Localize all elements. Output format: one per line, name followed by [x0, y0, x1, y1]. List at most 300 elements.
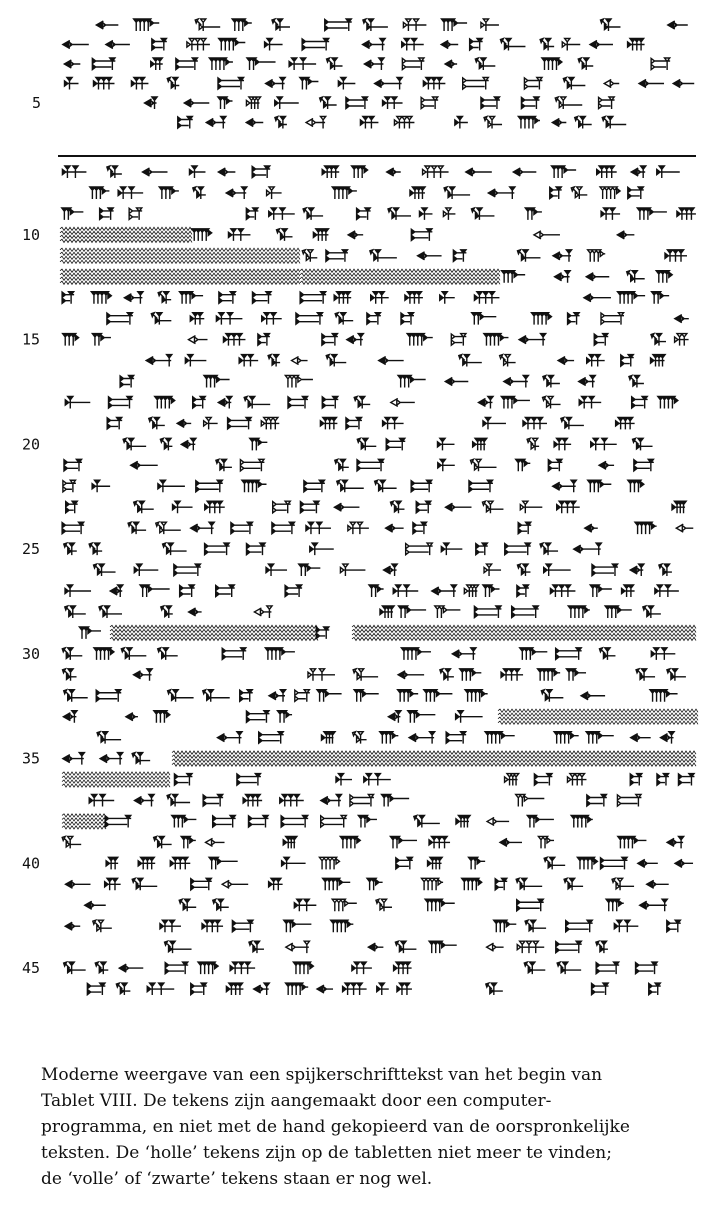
- cuneiform-sign: [397, 983, 412, 995]
- cuneiform-sign: [445, 503, 471, 511]
- cuneiform-sign: [398, 690, 419, 702]
- cuneiform-sign: [581, 692, 605, 700]
- cuneiform-sign: [89, 543, 102, 555]
- cuneiform-sign: [408, 711, 436, 723]
- cuneiform-sign: [520, 501, 542, 513]
- cuneiform-sign: [394, 117, 414, 129]
- cuneiform-sign: [85, 901, 106, 909]
- cuneiform-sign: [399, 606, 427, 618]
- cuneiform-sign: [335, 459, 349, 471]
- damaged-area-hatch: [300, 273, 500, 276]
- cuneiform-sign: [63, 753, 85, 765]
- cuneiform-sign: [326, 355, 346, 367]
- cuneiform-sign: [288, 396, 308, 408]
- cuneiform-sign: [165, 962, 188, 974]
- cuneiform-sign: [446, 732, 466, 744]
- damaged-area-hatch: [60, 277, 300, 280]
- cuneiform-sign: [543, 396, 561, 408]
- cuneiform-sign: [443, 208, 455, 220]
- cuneiform-sign: [500, 39, 525, 51]
- cuneiform-sign: [179, 292, 203, 304]
- cuneiform-sign: [556, 941, 582, 953]
- damaged-area-hatch: [60, 235, 192, 238]
- cuneiform-sign: [424, 690, 453, 702]
- cuneiform-sign: [384, 564, 398, 576]
- cuneiform-sign: [323, 878, 351, 890]
- cuneiform-sign: [548, 459, 562, 471]
- cuneiform-sign: [62, 292, 74, 304]
- cuneiform-sign: [202, 920, 223, 932]
- cuneiform-sign: [259, 732, 284, 744]
- cuneiform-sign: [191, 878, 212, 890]
- cuneiform-sign: [336, 774, 352, 786]
- cuneiform-sign: [631, 734, 651, 742]
- cuneiform-sign: [239, 355, 258, 367]
- damaged-area-hatch: [300, 277, 500, 280]
- cuneiform-sign: [352, 166, 368, 178]
- cuneiform-sign: [154, 836, 172, 848]
- cuneiform-sign: [667, 669, 686, 681]
- damaged-area-hatch: [172, 755, 696, 758]
- cuneiform-sign: [147, 983, 174, 995]
- cuneiform-sign: [106, 857, 118, 869]
- cuneiform-sign: [222, 880, 248, 888]
- cuneiform-sign: [544, 857, 565, 869]
- cuneiform-sign: [411, 229, 432, 241]
- cuneiform-sign: [379, 357, 404, 365]
- cuneiform-sign: [294, 899, 316, 911]
- cuneiform-sign: [584, 294, 611, 302]
- cuneiform-sign: [596, 962, 619, 974]
- cuneiform-sign: [252, 292, 271, 304]
- cuneiform-sign: [100, 208, 114, 220]
- cuneiform-sign: [87, 983, 105, 995]
- cuneiform-sign: [423, 166, 449, 178]
- cuneiform-sign: [634, 459, 654, 471]
- cuneiform-sign: [185, 355, 206, 367]
- damaged-area-hatch: [60, 239, 192, 242]
- cuneiform-sign: [335, 313, 353, 325]
- cuneiform-sign: [432, 585, 457, 597]
- cuneiform-sign: [667, 920, 681, 932]
- cuneiform-sign: [401, 648, 431, 660]
- cuneiform-sign: [250, 438, 268, 450]
- cuneiform-sign: [64, 543, 77, 555]
- cuneiform-sign: [516, 795, 545, 807]
- cuneiform-sign: [313, 229, 328, 241]
- cuneiform-sign: [107, 166, 122, 178]
- damaged-area-hatch: [60, 231, 192, 234]
- cuneiform-sign: [601, 313, 624, 325]
- cuneiform-sign: [429, 941, 457, 953]
- cuneiform-sign: [405, 292, 423, 304]
- cuneiform-sign: [368, 943, 383, 951]
- cuneiform-sign: [340, 564, 365, 576]
- cuneiform-sign: [520, 648, 548, 660]
- damaged-area-hatch: [110, 633, 318, 636]
- cuneiform-sign: [93, 920, 112, 932]
- cuneiform-sign: [552, 119, 566, 127]
- cuneiform-sign: [470, 39, 483, 51]
- cuneiform-sign: [217, 732, 242, 744]
- cuneiform-sign: [527, 815, 554, 827]
- cuneiform-sign: [205, 543, 230, 555]
- cuneiform-sign: [151, 313, 171, 325]
- cuneiform-sign: [168, 690, 194, 702]
- cuneiform-sign: [591, 438, 617, 450]
- cuneiform-sign: [553, 480, 577, 492]
- cuneiform-sign: [481, 97, 500, 109]
- cuneiform-sign: [640, 899, 668, 911]
- cuneiform-sign: [320, 417, 337, 429]
- cuneiform-sign: [531, 313, 551, 325]
- cuneiform-sign: [286, 941, 310, 953]
- cuneiform-sign: [571, 815, 593, 827]
- cuneiform-sign: [332, 187, 357, 199]
- cuneiform-sign: [232, 19, 252, 31]
- cuneiform-sign: [285, 585, 302, 597]
- cuneiform-sign: [484, 117, 502, 129]
- damaged-area-hatch: [62, 772, 170, 775]
- cuneiform-sign: [92, 334, 111, 346]
- cuneiform-sign: [650, 690, 678, 702]
- cuneiform-sign: [254, 983, 270, 995]
- cuneiform-sign: [152, 39, 167, 51]
- cuneiform-sign: [517, 585, 529, 597]
- cuneiform-sign: [501, 396, 530, 408]
- cuneiform-sign: [65, 922, 80, 930]
- cuneiform-sign: [516, 459, 531, 471]
- cuneiform-sign: [599, 648, 615, 660]
- cuneiform-sign: [353, 732, 367, 744]
- cuneiform-sign: [656, 271, 672, 283]
- cuneiform-sign: [475, 58, 495, 70]
- cuneiform-sign: [108, 396, 132, 408]
- cuneiform-sign: [474, 606, 501, 618]
- cuneiform-sign: [419, 208, 432, 220]
- cuneiform-sign: [411, 480, 432, 492]
- cuneiform-sign: [478, 396, 493, 408]
- cuneiform-sign: [445, 60, 457, 68]
- cuneiform-sign: [638, 859, 658, 867]
- cuneiform-sign: [189, 166, 205, 178]
- cuneiform-sign: [180, 585, 195, 597]
- cuneiform-sign: [657, 166, 680, 178]
- cuneiform-sign: [391, 398, 415, 406]
- figure-caption: [41, 1062, 681, 1192]
- cuneiform-sign: [246, 119, 263, 127]
- cuneiform-sign: [218, 78, 244, 90]
- cuneiform-sign: [65, 396, 90, 408]
- cuneiform-sign: [482, 501, 503, 513]
- cuneiform-sign: [519, 334, 546, 346]
- cuneiform-sign: [636, 669, 655, 681]
- cuneiform-sign: [196, 480, 223, 492]
- cuneiform-sign: [557, 501, 580, 513]
- cuneiform-sign: [540, 543, 558, 555]
- cuneiform-sign: [184, 99, 209, 107]
- cuneiform-sign: [322, 334, 338, 346]
- cuneiform-sign: [667, 836, 684, 848]
- cuneiform-sign: [243, 795, 262, 807]
- damaged-area-hatch: [62, 826, 106, 829]
- cuneiform-sign: [647, 880, 669, 888]
- cuneiform-sign: [675, 859, 693, 867]
- cuneiform-sign: [213, 899, 229, 911]
- cuneiform-sign: [651, 334, 666, 346]
- cuneiform-sign: [161, 606, 173, 618]
- cuneiform-sign: [66, 501, 78, 513]
- cuneiform-sign: [219, 292, 236, 304]
- cuneiform-sign: [628, 39, 645, 51]
- cuneiform-sign: [553, 250, 572, 262]
- cuneiform-sign: [631, 166, 646, 178]
- cuneiform-sign: [566, 669, 586, 681]
- cuneiform-sign: [353, 669, 378, 681]
- cuneiform-sign: [100, 753, 123, 765]
- cuneiform-sign: [517, 250, 540, 262]
- cuneiform-sign: [246, 543, 265, 555]
- cuneiform-sign: [658, 396, 678, 408]
- cuneiform-sign: [469, 857, 486, 869]
- cuneiform-sign: [550, 585, 575, 597]
- cuneiform-sign: [441, 543, 462, 555]
- cuneiform-sign: [140, 585, 170, 597]
- cuneiform-sign: [604, 80, 619, 88]
- cuneiform-sign: [383, 97, 403, 109]
- cuneiform-sign: [590, 41, 613, 49]
- cuneiform-sign: [128, 522, 146, 534]
- cuneiform-sign: [505, 543, 531, 555]
- cuneiform-sign: [317, 985, 333, 993]
- cuneiform-sign: [94, 648, 114, 660]
- cuneiform-sign: [637, 208, 667, 220]
- cuneiform-sign: [588, 480, 612, 492]
- cuneiform-sign: [534, 231, 560, 239]
- cuneiform-sign: [543, 376, 560, 388]
- cuneiform-sign: [308, 669, 335, 681]
- cuneiform-sign: [538, 669, 561, 681]
- cuneiform-sign: [226, 187, 247, 199]
- cuneiform-sign: [190, 313, 204, 325]
- cuneiform-sign: [159, 187, 179, 199]
- cuneiform-sign: [541, 690, 563, 702]
- cuneiform-sign: [652, 292, 670, 304]
- cuneiform-sign: [119, 964, 143, 972]
- cuneiform-sign: [90, 187, 110, 199]
- cuneiform-sign: [246, 97, 260, 109]
- cuneiform-sign: [94, 564, 116, 576]
- cuneiform-sign: [376, 899, 392, 911]
- cuneiform-sign: [617, 795, 641, 807]
- cuneiform-sign: [325, 19, 352, 31]
- cuneiform-sign: [657, 774, 669, 786]
- cuneiform-sign: [567, 774, 586, 786]
- cuneiform-sign: [425, 899, 455, 911]
- cuneiform-sign: [550, 187, 562, 199]
- cuneiform-sign: [296, 313, 323, 325]
- cuneiform-sign: [363, 19, 388, 31]
- cuneiform-sign: [231, 522, 253, 534]
- cuneiform-sign: [423, 78, 445, 90]
- cuneiform-sign: [293, 962, 313, 974]
- cuneiform-sign: [407, 334, 433, 346]
- cuneiform-sign: [462, 878, 482, 890]
- cuneiform-sign: [630, 774, 642, 786]
- cuneiform-sign: [655, 585, 679, 597]
- cuneiform-sign: [414, 815, 440, 827]
- damaged-area-hatch: [62, 780, 170, 783]
- cuneiform-sign: [340, 836, 360, 848]
- cuneiform-sign: [123, 438, 146, 450]
- cuneiform-sign: [65, 606, 86, 618]
- cuneiform-sign: [505, 774, 519, 786]
- cuneiform-sign: [387, 168, 401, 176]
- cuneiform-sign: [668, 21, 688, 29]
- cuneiform-sign: [167, 78, 179, 90]
- damaged-area-hatch: [172, 763, 696, 766]
- cuneiform-sign: [63, 669, 77, 681]
- cuneiform-signs: [62, 19, 696, 995]
- cuneiform-sign: [614, 920, 638, 932]
- cuneiform-sign: [661, 732, 675, 744]
- cuneiform-sign: [659, 564, 672, 576]
- cuneiform-sign: [390, 501, 404, 513]
- cuneiform-sign: [617, 231, 634, 239]
- line-number: 5: [32, 94, 42, 112]
- cuneiform-sign: [398, 376, 426, 388]
- cuneiform-sign: [244, 396, 270, 408]
- damaged-area-hatch: [498, 717, 698, 720]
- cuneiform-sign: [481, 19, 499, 31]
- cuneiform-sign: [331, 920, 354, 932]
- damaged-area-hatch: [62, 814, 106, 817]
- cuneiform-sign: [173, 501, 193, 513]
- cuneiform-sign: [203, 795, 223, 807]
- cuneiform-sign: [527, 438, 539, 450]
- cuneiform-sign: [673, 80, 694, 88]
- line-number: 25: [22, 540, 41, 559]
- cuneiform-sign: [106, 41, 130, 49]
- cuneiform-sign: [92, 58, 115, 70]
- cuneiform-sign: [110, 585, 123, 597]
- cuneiform-sign: [402, 39, 424, 51]
- cuneiform-sign: [369, 585, 384, 597]
- damaged-area-hatch: [498, 709, 698, 712]
- cuneiform-sign: [261, 417, 279, 429]
- cuneiform-sign: [525, 208, 542, 220]
- cuneiform-sign: [639, 80, 664, 88]
- damaged-area-hatch: [62, 822, 106, 825]
- cuneiform-sign: [599, 97, 615, 109]
- cuneiform-sign: [579, 376, 596, 388]
- cuneiform-sign: [132, 878, 157, 890]
- cuneiform-sign: [165, 941, 192, 953]
- cuneiform-sign: [568, 313, 580, 325]
- cuneiform-sign: [258, 334, 270, 346]
- cuneiform-sign: [466, 168, 492, 176]
- cuneiform-sign: [600, 187, 620, 199]
- cuneiform-sign: [129, 208, 142, 220]
- cuneiform-sign: [538, 836, 554, 848]
- cuneiform-sign: [134, 501, 154, 513]
- damaged-area-hatch: [352, 637, 696, 640]
- cuneiform-sign: [96, 690, 121, 702]
- cuneiform-sign: [435, 606, 461, 618]
- cuneiform-sign: [629, 376, 644, 388]
- cuneiform-sign: [380, 732, 399, 744]
- cuneiform-sign: [268, 355, 280, 367]
- cuneiform-sign: [476, 543, 488, 555]
- cuneiform-sign: [676, 524, 693, 532]
- cuneiform-sign: [160, 438, 172, 450]
- cuneiform-sign: [627, 271, 645, 283]
- cuneiform-sign: [317, 690, 342, 702]
- cuneiform-sign: [284, 920, 312, 932]
- cuneiform-sign: [266, 78, 286, 90]
- cuneiform-sign: [487, 943, 504, 951]
- cuneiform-sign: [605, 606, 632, 618]
- cuneiform-sign: [265, 648, 295, 660]
- cuneiform-sign: [266, 564, 287, 576]
- cuneiform-sign: [65, 585, 91, 597]
- cuneiform-sign: [552, 166, 577, 178]
- cuneiform-sign: [451, 334, 466, 346]
- cuneiform-sign: [517, 899, 544, 911]
- cuneiform-sign: [249, 941, 264, 953]
- cuneiform-sign: [382, 795, 410, 807]
- cuneiform-sign: [269, 690, 286, 702]
- cuneiform-sign: [380, 606, 394, 618]
- cuneiform-sign: [403, 19, 426, 31]
- cuneiform-sign: [367, 313, 381, 325]
- cuneiform-sign: [338, 78, 355, 90]
- cuneiform-sign: [213, 815, 236, 827]
- cuneiform-sign: [93, 78, 114, 90]
- cuneiform-sign: [471, 208, 494, 220]
- line-number: 10: [22, 225, 41, 244]
- cuneiform-sign: [174, 774, 192, 786]
- cuneiform-sign: [463, 78, 489, 90]
- cuneiform-sign: [302, 39, 329, 51]
- cuneiform-sign: [300, 292, 326, 304]
- cuneiform-sign: [472, 313, 497, 325]
- cuneiform-sign: [216, 585, 235, 597]
- caption-line: teksten. De ‘holle’ tekens zijn op de tabletten niet meer te vinden;: [41, 1143, 612, 1163]
- cuneiform-sign: [306, 117, 326, 129]
- cuneiform-sign: [272, 19, 290, 31]
- cuneiform-sign: [630, 564, 644, 576]
- cuneiform-sign: [441, 19, 467, 31]
- cuneiform-sign: [158, 648, 178, 660]
- cuneiform-sign: [485, 732, 515, 744]
- cuneiform-sign: [517, 941, 544, 953]
- cuneiform-sign: [118, 187, 143, 199]
- cuneiform-sign: [267, 187, 282, 199]
- cuneiform-sign: [358, 815, 377, 827]
- damaged-area-hatch: [62, 784, 170, 787]
- cuneiform-sign: [277, 711, 292, 723]
- cuneiform-sign: [487, 817, 509, 825]
- cuneiform-sign: [156, 522, 181, 534]
- cuneiform-sign: [321, 732, 335, 744]
- cuneiform-sign: [209, 58, 233, 70]
- cuneiform-sign: [206, 838, 225, 846]
- cuneiform-sign: [600, 857, 627, 869]
- cuneiform-sign: [413, 522, 427, 534]
- cuneiform-sign: [544, 564, 571, 576]
- cuneiform-sign: [470, 459, 496, 471]
